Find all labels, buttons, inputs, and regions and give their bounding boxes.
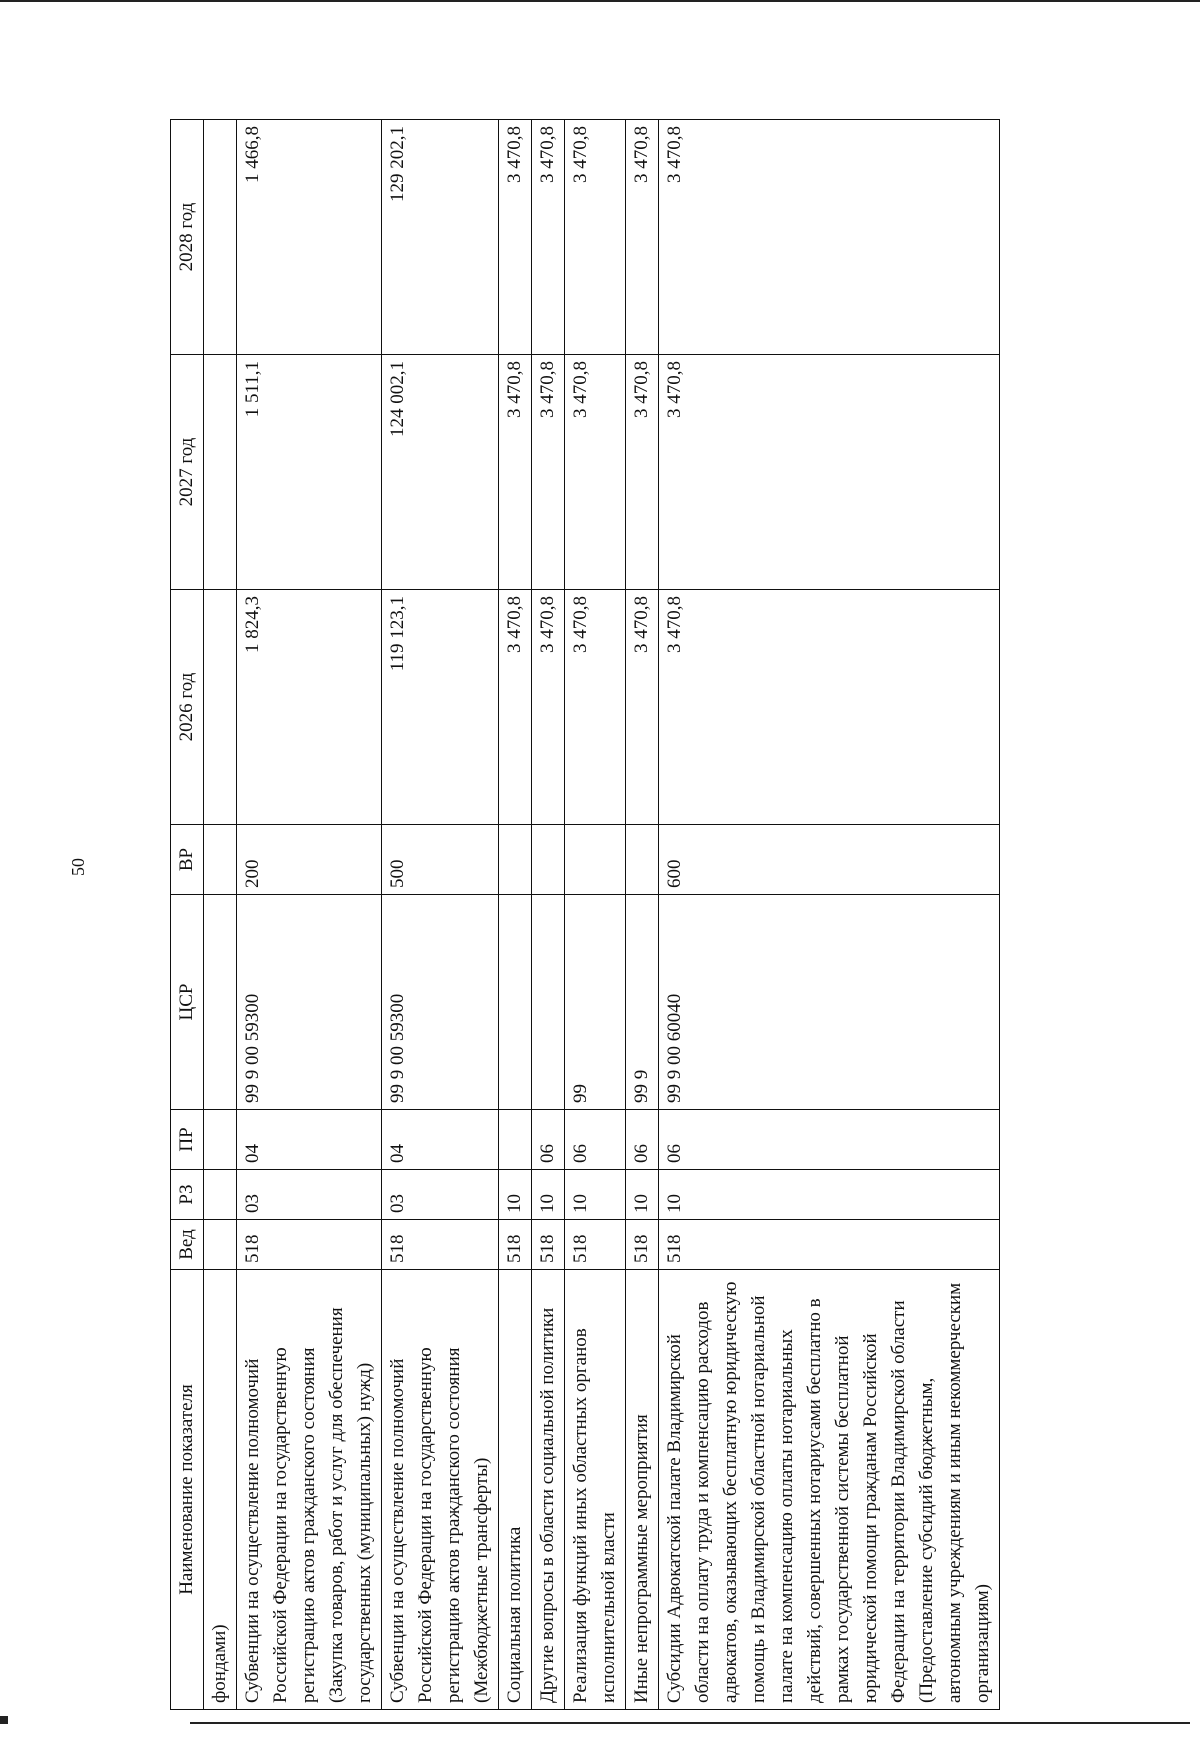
cell-vr	[532, 825, 565, 895]
cell-vr: 500	[382, 825, 499, 895]
cell-ved: 518	[382, 1220, 499, 1270]
cell-2028: 3 470,8	[532, 120, 565, 355]
header-csr: ЦСР	[171, 895, 204, 1110]
cell-2027: 3 470,8	[626, 355, 659, 590]
header-2027: 2027 год	[171, 355, 204, 590]
cell-vr	[565, 825, 626, 895]
cell-csr	[499, 895, 532, 1110]
table-row	[204, 120, 237, 1710]
header-2028: 2028 год	[171, 120, 204, 355]
cell-rz: 10	[565, 1170, 626, 1220]
rotated-table-container	[170, 120, 1130, 1710]
cell-csr: 99 9 00 59300	[382, 895, 499, 1110]
cell-pr: 04	[237, 1110, 382, 1170]
cell-2028	[204, 120, 237, 355]
table-row	[626, 120, 659, 1710]
cell-rz: 10	[626, 1170, 659, 1220]
cell-pr: 06	[532, 1110, 565, 1170]
cell-rz: 03	[382, 1170, 499, 1220]
cell-2026: 3 470,8	[565, 590, 626, 825]
cell-2028: 1 466,8	[237, 120, 382, 355]
cell-vr: 600	[659, 825, 1000, 895]
cell-pr: 06	[626, 1110, 659, 1170]
scan-artifact-top-line	[0, 0, 1200, 2]
cell-name: Социальная политика	[499, 1270, 532, 1710]
cell-2026: 3 470,8	[626, 590, 659, 825]
cell-2027: 1 511,1	[237, 355, 382, 590]
cell-csr	[532, 895, 565, 1110]
table-row	[659, 120, 1000, 1710]
cell-vr	[626, 825, 659, 895]
cell-name: Иные непрограммные мероприятия	[626, 1270, 659, 1710]
cell-pr: 06	[659, 1110, 1000, 1170]
cell-2026: 3 470,8	[659, 590, 1000, 825]
cell-vr	[499, 825, 532, 895]
cell-2026: 119 123,1	[382, 590, 499, 825]
cell-ved: 518	[565, 1220, 626, 1270]
cell-2026: 3 470,8	[532, 590, 565, 825]
cell-2028: 3 470,8	[626, 120, 659, 355]
page-number: 50	[68, 858, 88, 876]
cell-2028: 3 470,8	[565, 120, 626, 355]
cell-csr: 99 9 00 60040	[659, 895, 1000, 1110]
table-row	[565, 120, 626, 1710]
cell-ved: 518	[532, 1220, 565, 1270]
cell-2027: 3 470,8	[565, 355, 626, 590]
cell-vr	[204, 825, 237, 895]
cell-ved	[204, 1220, 237, 1270]
cell-2027: 3 470,8	[532, 355, 565, 590]
table-header-row	[171, 120, 204, 1710]
cell-name: Реализация функций иных областных органов исполнительной власти	[565, 1270, 626, 1710]
cell-csr: 99 9 00 59300	[237, 895, 382, 1110]
cell-name: Субвенции на осуществление полномочий Российской Федерации на государственную регистрацию актов гражданского состояния (Межбюджетные трансферты)	[382, 1270, 499, 1710]
cell-rz: 10	[499, 1170, 532, 1220]
header-rz: РЗ	[171, 1170, 204, 1220]
header-vr: ВР	[171, 825, 204, 895]
header-pr: ПР	[171, 1110, 204, 1170]
cell-name: Субвенции на осуществление полномочий Российской Федерации на государственную регистрацию актов гражданского состояния (Закупка товаров, работ и услуг для обеспечения государственных (муниципальных) нужд)	[237, 1270, 382, 1710]
cell-vr: 200	[237, 825, 382, 895]
scan-artifact-left-mark	[0, 1716, 8, 1724]
cell-2028: 129 202,1	[382, 120, 499, 355]
cell-pr: 04	[382, 1110, 499, 1170]
cell-rz: 03	[237, 1170, 382, 1220]
cell-2028: 3 470,8	[659, 120, 1000, 355]
cell-2026: 1 824,3	[237, 590, 382, 825]
cell-rz	[204, 1170, 237, 1220]
cell-csr: 99	[565, 895, 626, 1110]
cell-2026: 3 470,8	[499, 590, 532, 825]
budget-table	[170, 119, 1000, 1710]
cell-name: фондами)	[204, 1270, 237, 1710]
cell-2026	[204, 590, 237, 825]
header-2026: 2026 год	[171, 590, 204, 825]
table-row	[382, 120, 499, 1710]
cell-2027	[204, 355, 237, 590]
cell-csr: 99 9	[626, 895, 659, 1110]
scan-artifact-bottom-line	[190, 1722, 1190, 1724]
cell-2028: 3 470,8	[499, 120, 532, 355]
table-row	[532, 120, 565, 1710]
cell-pr	[499, 1110, 532, 1170]
cell-ved: 518	[499, 1220, 532, 1270]
cell-ved: 518	[659, 1220, 1000, 1270]
cell-2027: 3 470,8	[659, 355, 1000, 590]
cell-ved: 518	[626, 1220, 659, 1270]
cell-2027: 3 470,8	[499, 355, 532, 590]
cell-ved: 518	[237, 1220, 382, 1270]
cell-2027: 124 002,1	[382, 355, 499, 590]
header-name: Наименование показателя	[171, 1270, 204, 1710]
cell-rz: 10	[532, 1170, 565, 1220]
cell-name: Другие вопросы в области социальной политики	[532, 1270, 565, 1710]
cell-pr: 06	[565, 1110, 626, 1170]
cell-pr	[204, 1110, 237, 1170]
table-row	[499, 120, 532, 1710]
cell-name: Субсидии Адвокатской палате Владимирской области на оплату труда и компенсацию расходов адвокатов, оказывающих бесплатную юридическую помощь и Владимирской областной нотариальной палате на компенсацию оплаты нотариальных действий, совершенных нотариусами бесплатно в рамках государственной системы бесплатной юридической помощи гражданам Российской Федерации на территории Владимирской области (Предоставление субсидий бюджетным, автономным учреждениям и иным некоммерческим организациям)	[659, 1270, 1000, 1710]
cell-csr	[204, 895, 237, 1110]
cell-rz: 10	[659, 1170, 1000, 1220]
table-row	[237, 120, 382, 1710]
header-ved: Вед	[171, 1220, 204, 1270]
